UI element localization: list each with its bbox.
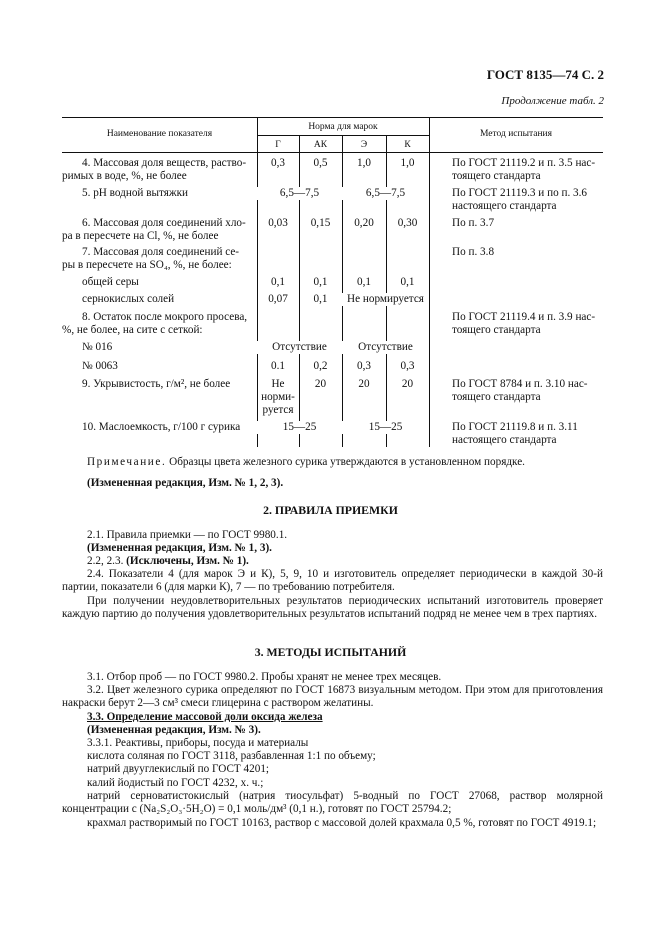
row-name: 9. Укрывистость, г/м², не более [82,378,231,390]
row-name: 8. Остаток после мокрого просева, [82,311,248,323]
table-vline-4 [386,135,387,447]
row-value: руется [262,404,294,416]
row-value: 0,15 [310,217,331,229]
row-value-merged: Отсутствие [257,341,342,354]
row-name: 4. Массовая доля веществ, раство- [82,157,247,169]
para-2-2-number: 2.2, 2.3. [87,555,127,567]
row-value: 0,1 [400,276,415,288]
note-text: Образцы цвета железного сурика утверждаются в установленном порядке. [166,456,525,468]
para-2-2-status: (Исключены, Изм. № 1). [126,555,249,567]
reagent-item: кислота соляная по ГОСТ 3118, разбавленная 1:1 по объему; [87,750,376,762]
row-value: 0,1 [313,293,328,305]
row-name: ры в пересчете на SO₄, %, не более: [62,259,232,271]
col-header-norm: Норма для марок [308,122,378,132]
row-value-merged: 6,5—7,5 [342,187,429,200]
row-value: 0,03 [268,217,288,229]
section-3-title: 3. МЕТОДЫ ИСПЫТАНИЙ [254,645,407,659]
col-header-mark: АК [313,140,328,150]
row-value: 0,1 [313,276,328,288]
para-3-3-1: 3.3.1. Реактивы, приборы, посуда и материалы [87,737,309,749]
row-name: 7. Массовая доля соединений се- [82,246,240,258]
row-value: 0,3 [400,360,415,372]
row-method: По п. 3.8 [452,246,495,258]
row-value: 0,30 [397,217,418,229]
table-vline-2 [299,135,300,447]
row-value: 1,0 [357,157,371,169]
row-name: ра в пересчете на Cl, %, не более [62,230,219,242]
row-name: № 0063 [82,360,118,372]
row-value-merged: 15—25 [342,421,429,434]
row-name: %, не более, на сите с сеткой: [62,324,203,336]
row-value: 0,5 [313,157,328,169]
col-header-mark: Г [275,140,281,150]
row-value: 0,1 [271,276,285,288]
reagent-item: натрий двууглекислый по ГОСТ 4201; [87,763,270,775]
para-2-4-continued: При получении неудовлетворительных результатов периодических испытаний изготовитель проверяет каждую партию до получения удовлетворительных результатов испытаний подряд не менее чем в трех партиях. [62,595,603,621]
row-method: По ГОСТ 21119.3 и по п. 3.6 [452,187,588,199]
row-value: 20 [358,378,370,390]
row-method: тоящего стандарта [452,170,541,182]
para-2-2 [87,555,249,568]
col-header-mark: К [404,140,411,150]
row-value-merged: 6,5—7,5 [257,187,342,200]
row-value-merged: Не нормируется [342,293,429,306]
reagent-item: крахмал растворимый по ГОСТ 10163, раствор с массовой долей крахмала 0,5 %, готовят по ГОСТ 4919.1; [87,817,597,829]
row-value: 20 [314,378,327,390]
row-value: Не [271,378,285,390]
row-value: 0,1 [357,276,371,288]
row-value: 1,0 [400,157,415,169]
row-value-merged: 15—25 [257,421,342,434]
table-vline-3 [342,135,343,447]
row-value: 0,3 [271,157,285,169]
row-method: По ГОСТ 21119.8 и п. 3.11 [452,421,578,433]
document-reference: ГОСТ 8135—74 С. 2 [486,67,604,82]
col-header-method: Метод испытания [479,129,553,139]
row-method: настоящего стандарта [452,200,557,212]
row-name: римых в воде, %, не более [62,170,187,182]
table-continuation-label: Продолжение табл. 2 [501,95,604,107]
row-method: настоящего стандарта [452,434,557,446]
section-2-title: 2. ПРАВИЛА ПРИЕМКИ [263,503,398,517]
row-method: По ГОСТ 8784 и п. 3.10 нас- [452,378,588,390]
row-value: 0,2 [313,360,328,372]
para-3-3-title: 3.3. Определение массовой доли оксида железа [87,711,323,723]
reagent-item: калий йодистый по ГОСТ 4232, х. ч.; [87,777,264,789]
row-name: 5. pH водной вытяжки [82,187,189,199]
row-method: тоящего стандарта [452,391,541,403]
reagent-item: натрий серноватистокислый (натрия тиосульфат) 5-водный по ГОСТ 27068, раствор молярной концентрации c (Na₂S₂O₃·5H₂O) = 0,1 моль/дм³ (0,1 н.), готовят по ГОСТ 25794.2; [62,790,603,816]
table-vline-5 [429,117,430,447]
row-method: тоящего стандарта [452,324,541,336]
para-2-4: 2.4. Показатели 4 (для марок Э и К), 5, 9, 10 и изготовитель определяет периодически в каждой 30-й партии, показатели 6 (для марки К), 7 — по требованию потребителя. [62,568,603,594]
col-header-name: Наименование показателя [106,129,213,139]
para-2-1: 2.1. Правила приемки — по ГОСТ 9980.1. [87,529,288,541]
edit-note: (Измененная редакция, Изм. № 1, 2, 3). [87,477,284,489]
row-value: 0,20 [354,217,374,229]
row-value: 20 [401,378,414,390]
row-name: сернокислых солей [82,293,175,305]
row-name: 10. Маслоемкость, г/100 г сурика [82,421,241,433]
row-value: 0.1 [271,360,285,372]
table-top-rule [62,117,603,118]
table-note [87,456,525,469]
table-norm-divider [257,135,429,136]
row-value: 0,3 [357,360,371,372]
row-method: По ГОСТ 21119.4 и п. 3.9 нас- [452,311,596,323]
row-method: По ГОСТ 21119.2 и п. 3.5 нас- [452,157,596,169]
para-3-1: 3.1. Отбор проб — по ГОСТ 9980.2. Пробы хранят не менее трех месяцев. [87,671,442,683]
para-2-1-edit: (Измененная редакция, Изм. № 1, 3). [87,542,272,554]
row-value: 0,07 [268,293,288,305]
row-value: норми- [261,391,295,403]
row-name: № 016 [82,341,113,353]
row-method: По п. 3.7 [452,217,495,229]
row-value-merged: Отсутствие [342,341,429,354]
para-3-3-edit: (Измененная редакция, Изм. № 3). [87,724,261,736]
row-name: 6. Массовая доля соединений хло- [82,217,246,229]
row-name: общей серы [82,276,139,288]
col-header-mark: Э [360,140,368,150]
para-3-2: 3.2. Цвет железного сурика определяют по ГОСТ 16873 визуальным методом. При этом для приготовления накраски берут 2—3 см³ смеси глицерина с раствором желатины. [62,684,603,710]
note-label: Примечание. [87,456,167,468]
